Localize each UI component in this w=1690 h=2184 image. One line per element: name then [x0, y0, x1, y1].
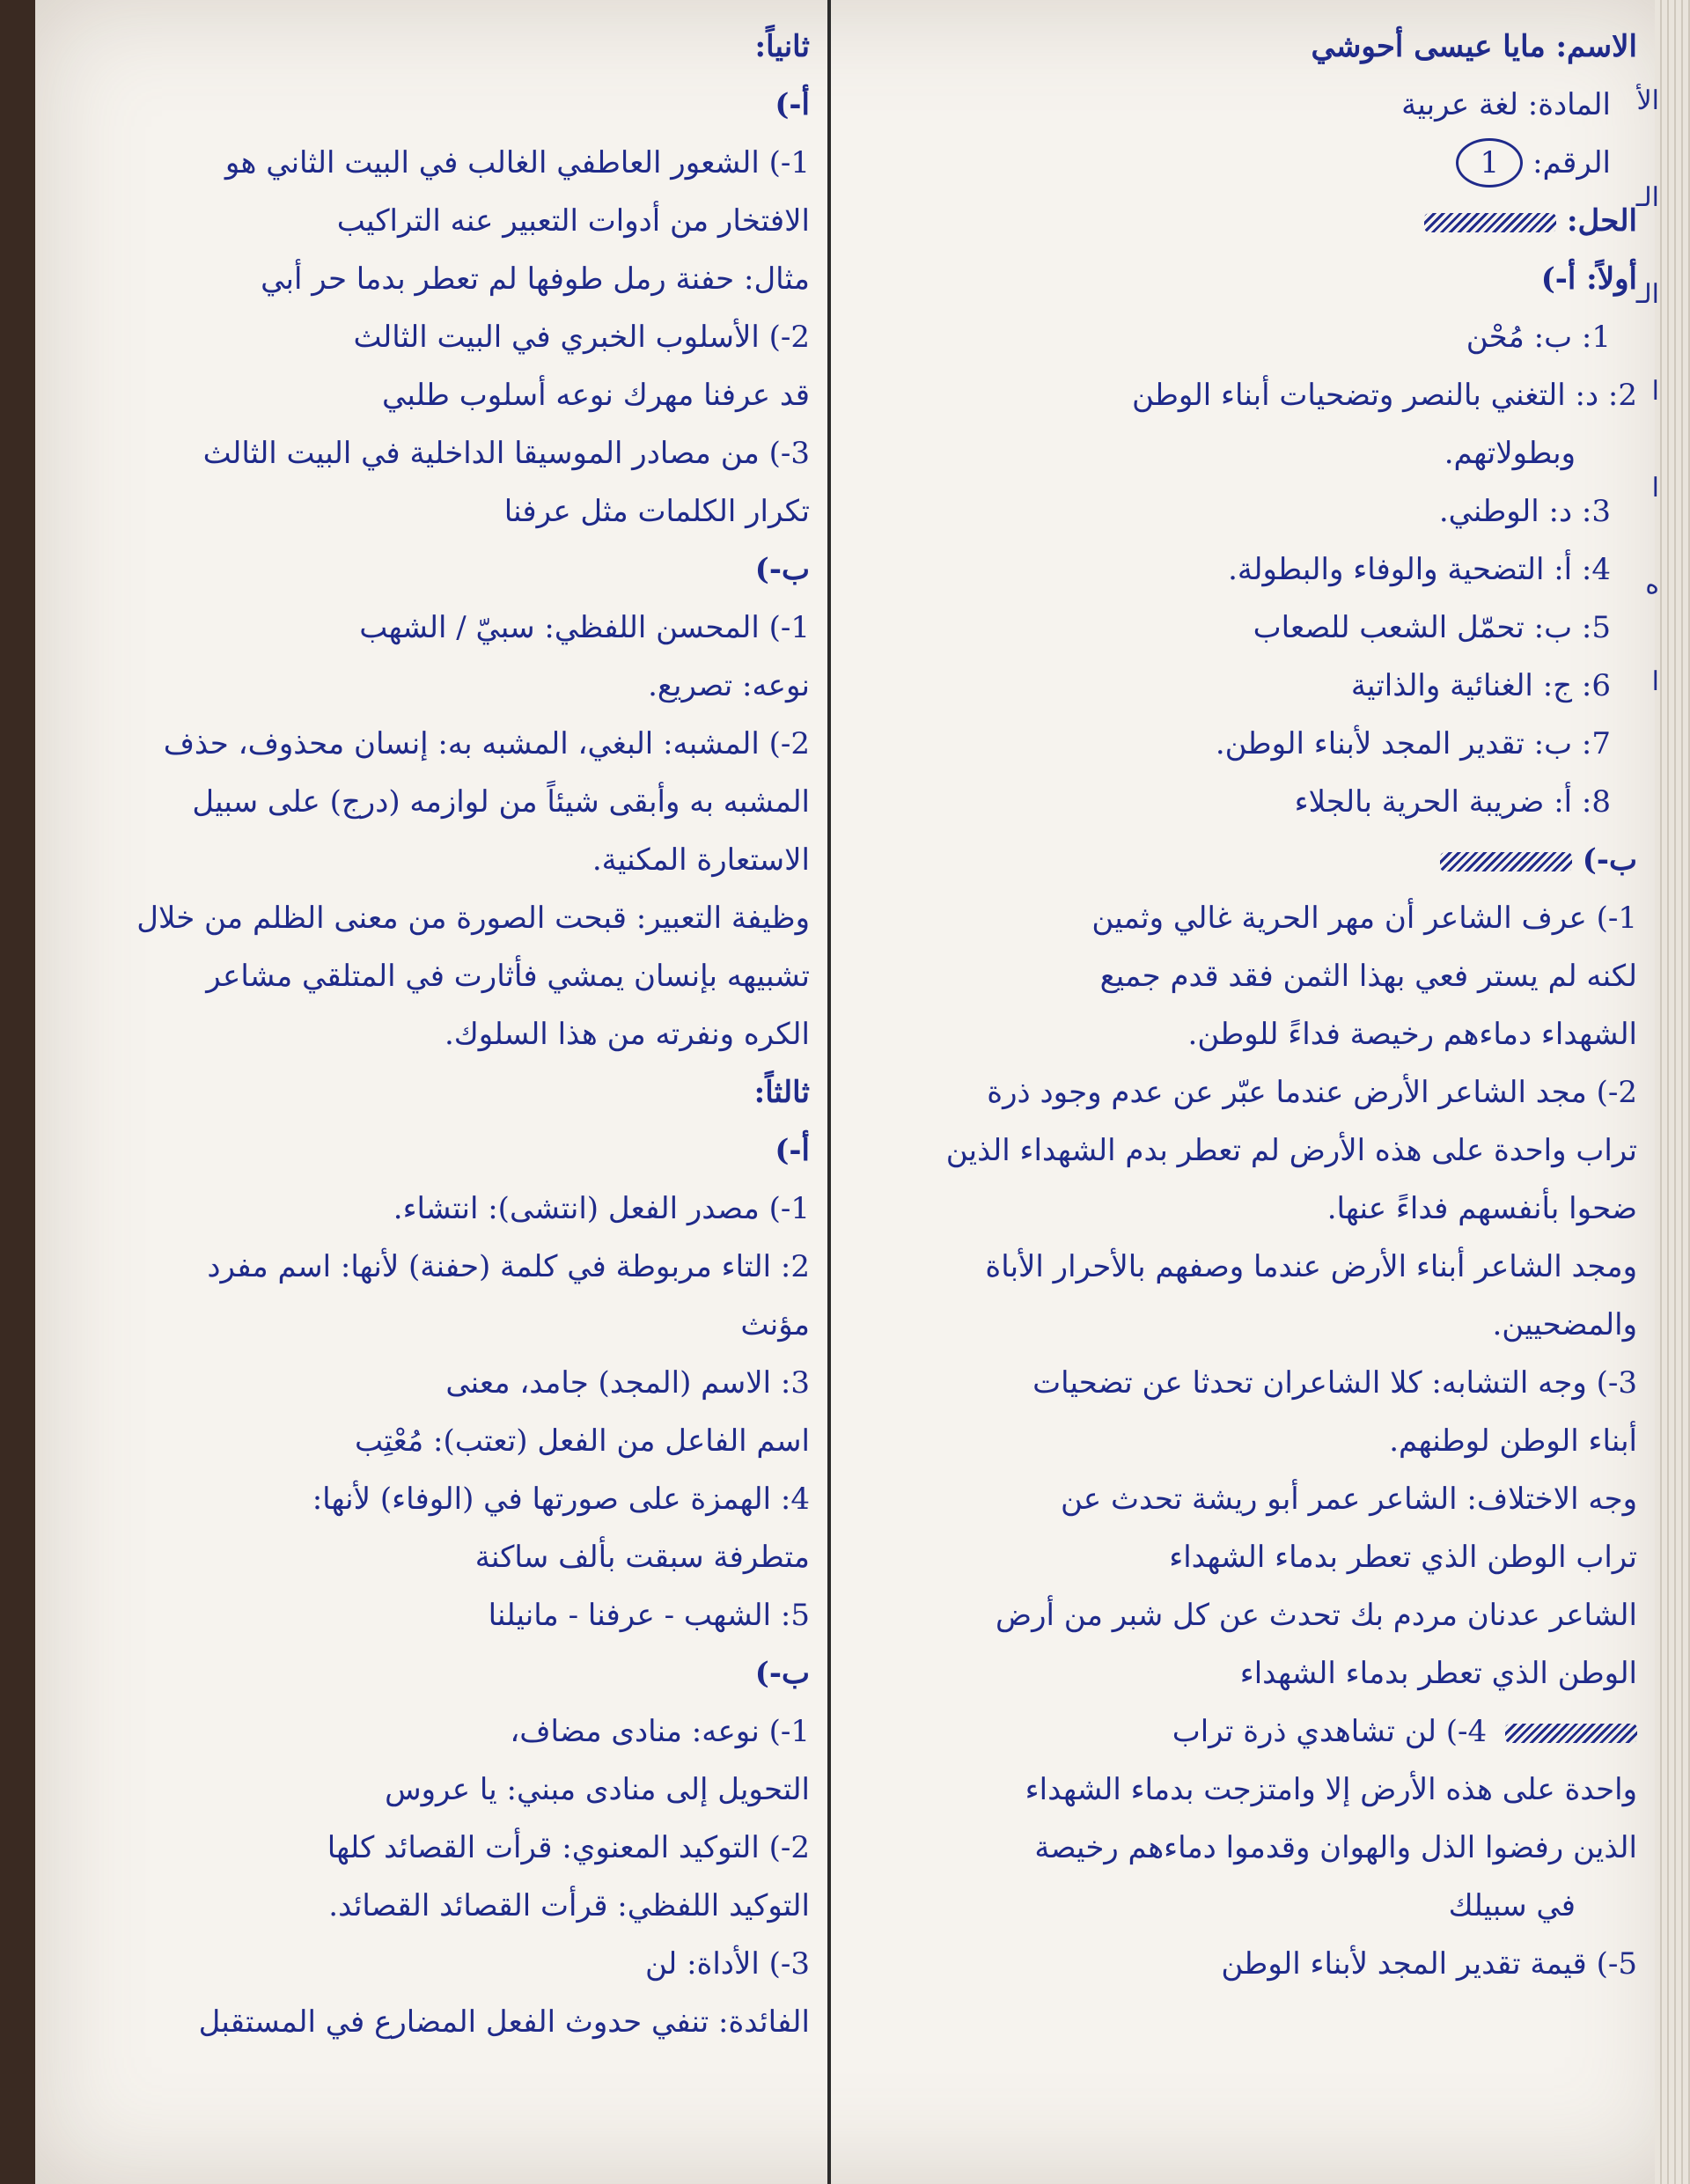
circled-number: 1: [1456, 138, 1523, 188]
answer-line: 8: أ: ضريبة الحرية بالجلاء: [1294, 784, 1611, 820]
answer-line: 1-) عرف الشاعر أن مهر الحرية غالي وثمين: [1091, 901, 1637, 936]
section-heading: ب-): [754, 1656, 810, 1691]
subject: المادة: لغة عربية: [1401, 87, 1611, 122]
answer-line: 3-) الأداة: لن: [645, 1946, 810, 1982]
answer-line: اسم الفاعل من الفعل (تعتب): مُعْتِب: [354, 1423, 810, 1459]
answer-line: واحدة على هذه الأرض إلا وامتزجت بدماء الشهداء: [1025, 1772, 1637, 1807]
answer-line: 5: الشهب - عرفنا - مانيلنا: [488, 1598, 810, 1633]
answer-line: مؤنث: [740, 1307, 810, 1342]
answer-line: 3: الاسم (المجد) جامد، معنى: [445, 1365, 810, 1401]
section-heading: ب-): [754, 552, 810, 587]
answer-line: ومجد الشاعر أبناء الأرض عندما وصفهم بالأحرار الأباة: [985, 1249, 1637, 1284]
margin-mark: الأ: [1636, 85, 1659, 116]
answer-line: 5: ب: تحمّل الشعب للصعاب: [1253, 610, 1611, 645]
answer-line: الكره ونفرته من هذا السلوك.: [444, 1017, 810, 1052]
right-column-answers: [863, 18, 1637, 2166]
answer-line: 3: د: الوطني.: [1438, 494, 1611, 529]
answer-line: تراب الوطن الذي تعطر بدماء الشهداء: [1169, 1540, 1637, 1575]
answer-line: 2: د: التغني بالنصر وتضحيات أبناء الوطن: [1131, 378, 1637, 413]
answer-line: 1-) مصدر الفعل (انتشى): انتشاء.: [393, 1191, 810, 1226]
answer-line: لكنه لم يستر فعي بهذا الثمن فقد قدم جميع: [1099, 959, 1637, 994]
answer-line: الفائدة: تنفي حدوث الفعل المضارع في المستقبل: [198, 2004, 810, 2040]
crossed-out-scribble: [1424, 213, 1556, 232]
answer-line: الوطن الذي تعطر بدماء الشهداء: [1239, 1656, 1637, 1691]
student-name: الاسم: مايا عيسى أحوشي: [1311, 29, 1637, 64]
answer-text: 4-) لن تشاهدي ذرة تراب: [1172, 1714, 1488, 1749]
answer-line: والمضحيين.: [1492, 1307, 1637, 1342]
solution-label: الحل:: [1566, 203, 1637, 239]
answer-line: 3-) من مصادر الموسيقا الداخلية في البيت الثالث: [202, 436, 810, 471]
answer-line: قد عرفنا مهرك نوعه أسلوب طلبي: [382, 378, 810, 413]
section-heading: أ-): [775, 87, 810, 122]
answer-line: وبطولاتهم.: [1444, 436, 1576, 471]
margin-mark: ا: [1651, 473, 1659, 504]
answer-line: 4: الهمزة على صورتها في (الوفاء) لأنها:: [312, 1482, 810, 1517]
answer-line: تشبيهه بإنسان يمشي فأثارت في المتلقي مشاعر: [206, 959, 810, 994]
section-heading: ثالثاً:: [753, 1075, 810, 1110]
solution-heading: [863, 192, 1637, 250]
answer-line: 2-) مجد الشاعر الأرض عندما عبّر عن عدم وجود ذرة: [987, 1075, 1637, 1110]
section-heading: أولاً: أ-): [1540, 261, 1637, 297]
left-column-answers: [70, 18, 810, 2166]
crossed-out-scribble: [1505, 1724, 1637, 1743]
answer-line: تراب واحدة على هذه الأرض لم تعطر بدم الشهداء الذين: [945, 1133, 1637, 1168]
section-label: ب-): [1582, 842, 1637, 878]
answer-line: وجه الاختلاف: الشاعر عمر أبو ريشة تحدث عن: [1060, 1482, 1637, 1517]
answer-line: الافتخار من أدوات التعبير عنه التراكيب: [336, 203, 810, 239]
margin-mark: ا: [1651, 666, 1659, 697]
answer-line: التحويل إلى منادى مبني: يا عروس: [385, 1772, 810, 1807]
answer-line: الاستعارة المكنية.: [592, 842, 810, 878]
margin-mark: ه: [1645, 570, 1659, 600]
answer-line: المشبه به وأبقى شيئاً من لوازمه (درج) على سبيل: [192, 784, 810, 820]
margin-mark: الـ: [1635, 279, 1659, 310]
margin-mark: الـ: [1635, 182, 1659, 213]
answer-line: التوكيد اللفظي: قرأت القصائد القصائد.: [328, 1888, 810, 1923]
answer-line: الشاعر عدنان مردم بك تحدث عن كل شبر من أرض: [996, 1598, 1637, 1633]
answer-line: نوعه: تصريع.: [648, 668, 810, 703]
answer-line: ضحوا بأنفسهم فداءً عنها.: [1326, 1191, 1637, 1226]
answer-line: في سبيلك: [1448, 1888, 1576, 1923]
page-edge-stack: [1655, 0, 1690, 2184]
answer-line: متطرفة سبقت بألف ساكنة: [474, 1540, 810, 1575]
answer-line: 1-) الشعور العاطفي الغالب في البيت الثاني هو: [224, 145, 810, 180]
student-number: [863, 134, 1637, 192]
answer-line: 1: ب: مُحْن: [1466, 320, 1611, 355]
number-label: الرقم:: [1532, 145, 1611, 180]
answer-line: 1-) المحسن اللفظي: سبيّ / الشهب: [359, 610, 810, 645]
answer-line: 2-) الأسلوب الخبري في البيت الثالث: [353, 320, 810, 355]
answer-line: 2: التاء مربوطة في كلمة (حفنة) لأنها: اسم مفرد: [207, 1249, 810, 1284]
margin-mark: ا: [1651, 376, 1659, 407]
section-heading: [863, 831, 1637, 889]
center-fold-line: [827, 0, 831, 2184]
answer-line: الشهداء دماءهم رخيصة فداءً للوطن.: [1187, 1017, 1637, 1052]
answer-line: أبناء الوطن لوطنهم.: [1389, 1423, 1637, 1459]
answer-line: 2-) المشبه: البغي، المشبه به: إنسان محذوف، حذف: [163, 726, 810, 761]
answer-line: 7: ب: تقدير المجد لأبناء الوطن.: [1215, 726, 1611, 761]
answer-line: 4: أ: التضحية والوفاء والبطولة.: [1228, 552, 1611, 587]
answer-line: 2-) التوكيد المعنوي: قرأت القصائد كلها: [327, 1830, 810, 1865]
answer-line: 1-) نوعه: منادى مضاف،: [510, 1714, 810, 1749]
answer-line: 5-) قيمة تقدير المجد لأبناء الوطن: [1221, 1946, 1637, 1982]
answer-line: 6: ج: الغنائية والذاتية: [1350, 668, 1611, 703]
answer-line: تكرار الكلمات مثل عرفنا: [503, 494, 810, 529]
answer-line: مثال: حفنة رمل طوفها لم تعطر بدما حر أبي: [261, 261, 810, 297]
crossed-out-scribble: [1440, 852, 1572, 871]
section-heading: أ-): [775, 1133, 810, 1168]
answer-line: وظيفة التعبير: قبحت الصورة من معنى الظلم من خلال: [136, 901, 810, 936]
answer-line: الذين رفضوا الذل والهوان وقدموا دماءهم رخيصة: [1034, 1830, 1637, 1865]
answer-line: [863, 1702, 1637, 1761]
section-heading: ثانياً:: [754, 29, 810, 64]
answer-line: 3-) وجه التشابه: كلا الشاعران تحدثا عن تضحيات: [1032, 1365, 1637, 1401]
